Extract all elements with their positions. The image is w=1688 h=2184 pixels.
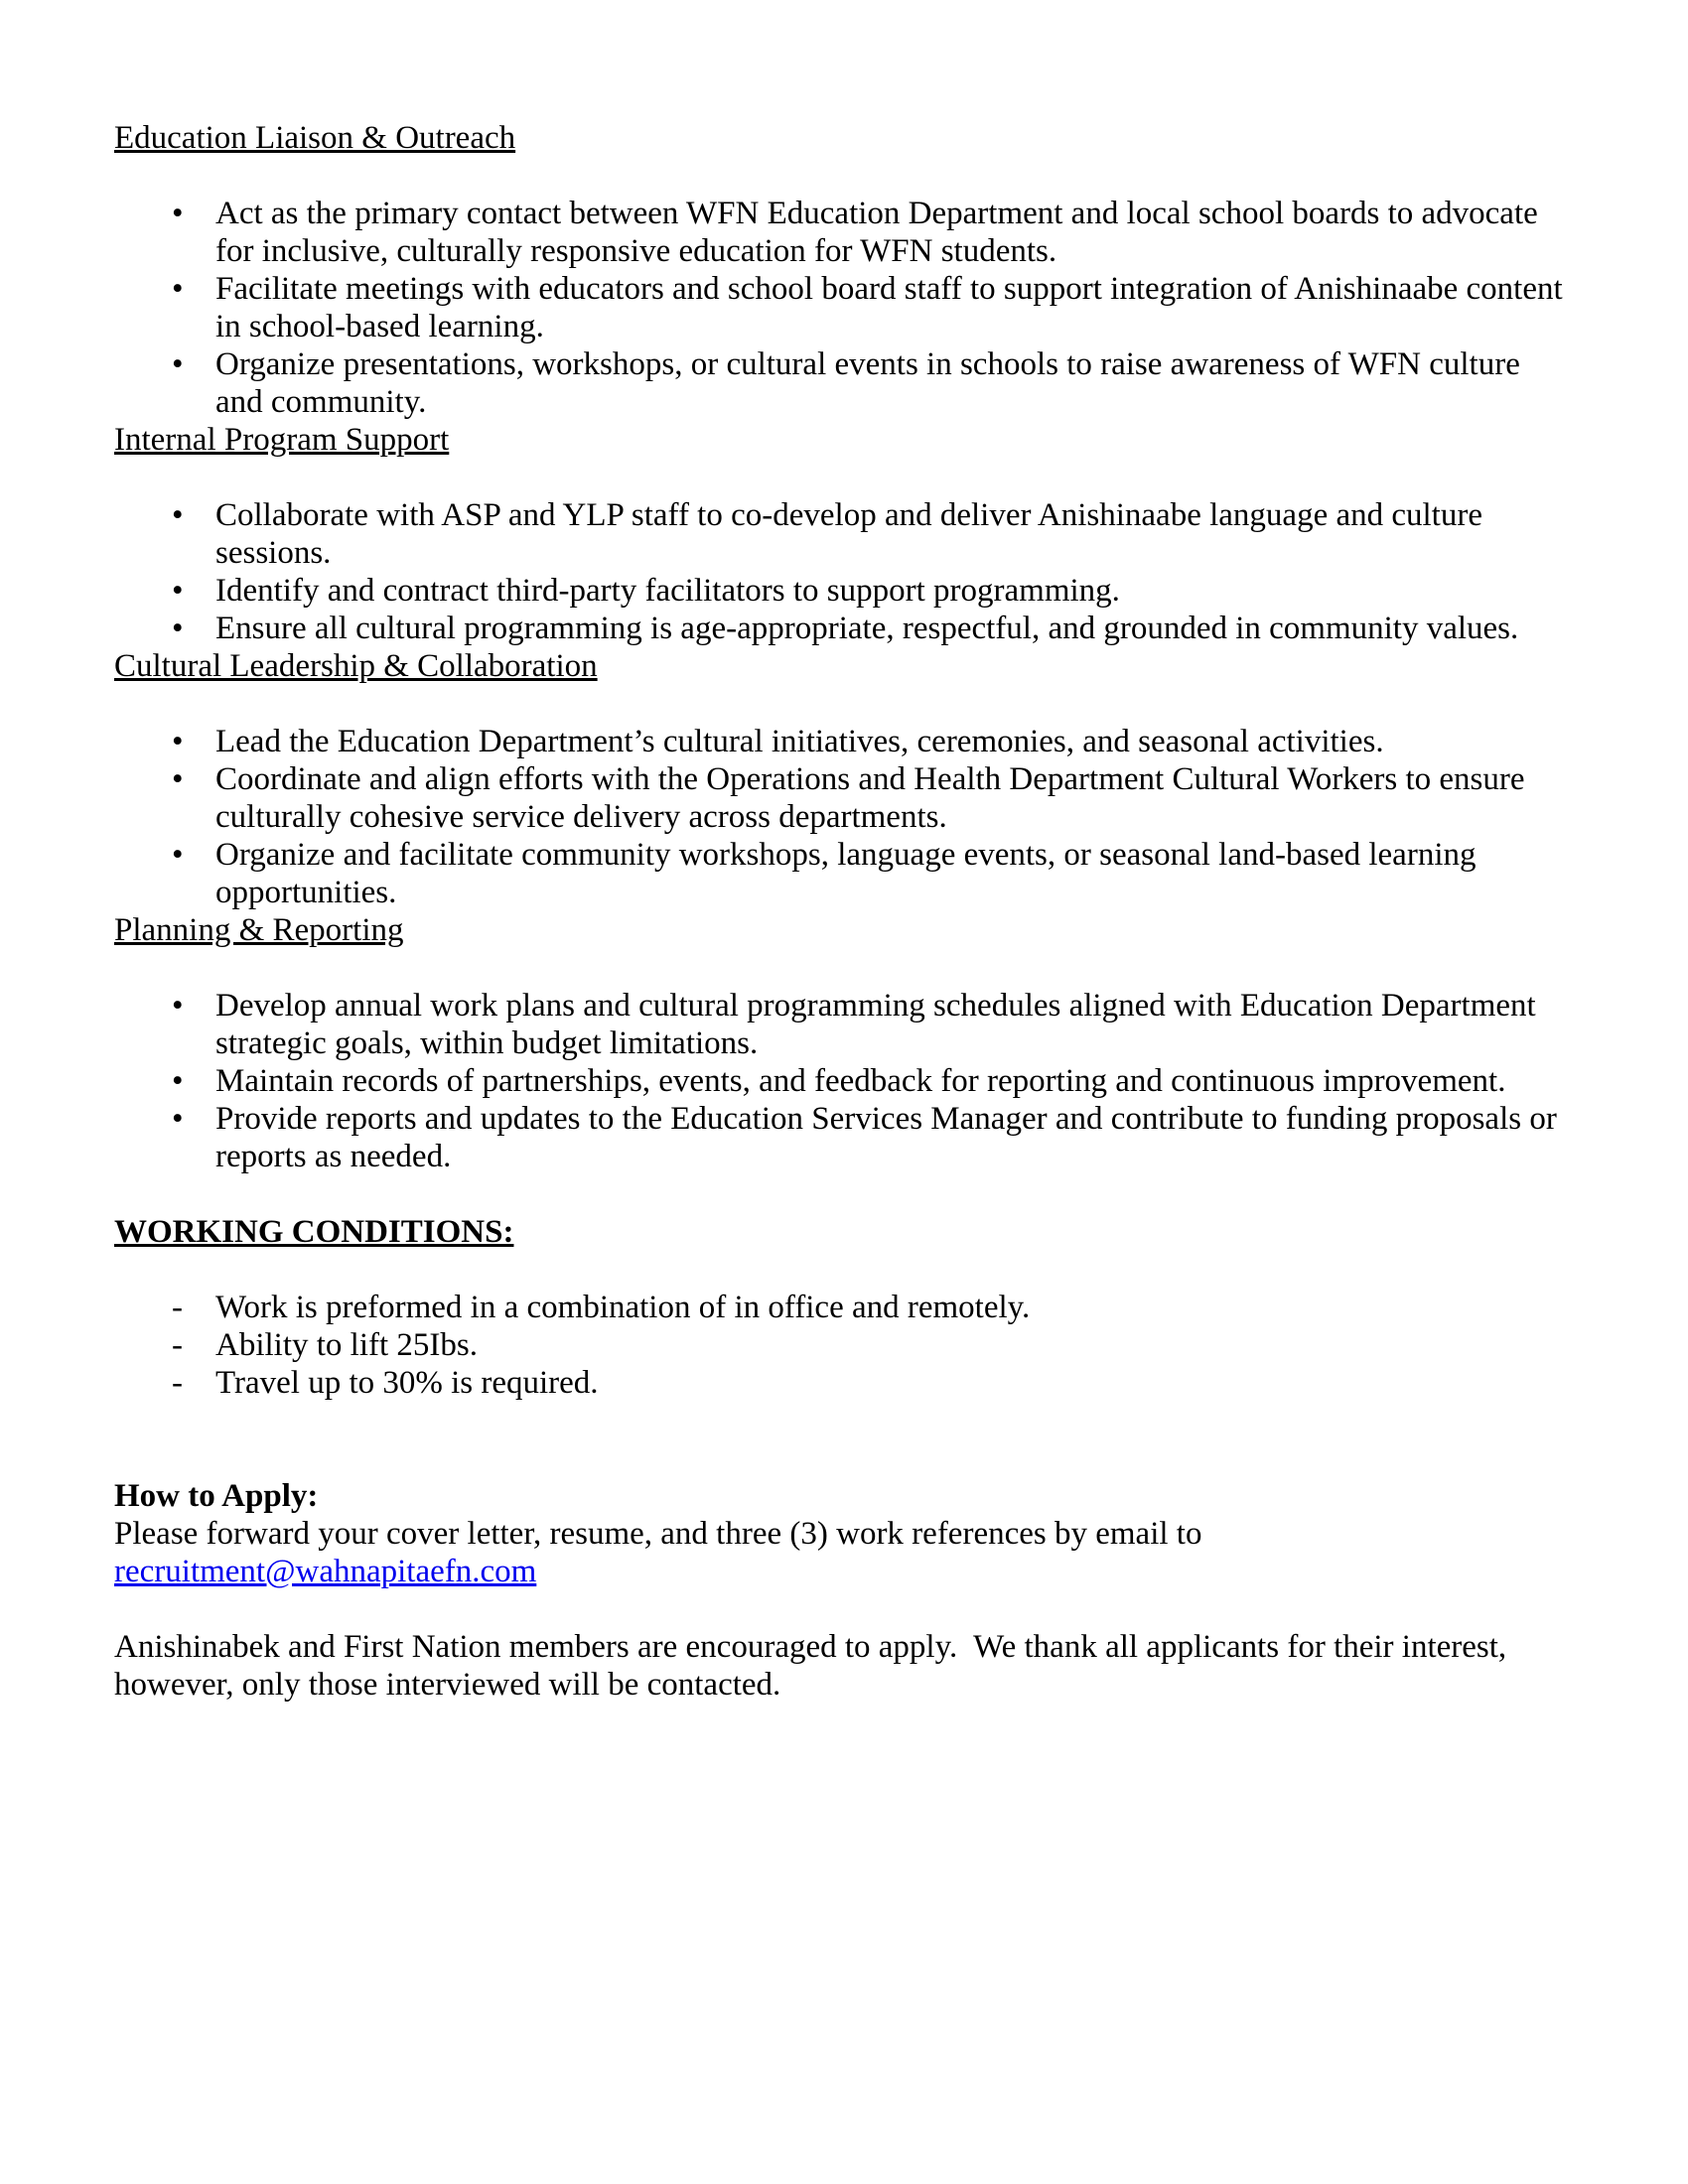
closing-note: Anishinabek and First Nation members are encouraged to apply. We thank all applicants for their interest, however, only those interviewed will be contacted. bbox=[114, 1629, 1515, 1703]
bullet-icon: • bbox=[172, 346, 184, 382]
list-item-text: Develop annual work plans and cultural programming schedules aligned with Education Department strategic goals, within budget limitations. bbox=[215, 988, 1536, 1061]
list-item-text: Ensure all cultural programming is age-appropriate, respectful, and grounded in community values. bbox=[215, 611, 1519, 646]
dash-icon: - bbox=[172, 1365, 183, 1401]
recruitment-email-link[interactable]: recruitment@wahnapitaefn.com bbox=[114, 1554, 537, 1589]
bullet-icon: • bbox=[172, 497, 184, 533]
list-item-text: Organize and facilitate community workshops, language events, or seasonal land-based learning opportunities. bbox=[215, 837, 1477, 910]
list-item bbox=[172, 836, 1569, 911]
list-item bbox=[172, 572, 1569, 610]
list-item bbox=[172, 760, 1569, 836]
list-item bbox=[172, 270, 1569, 345]
bullet-icon: • bbox=[172, 573, 184, 609]
bullet-icon: • bbox=[172, 1101, 184, 1137]
apply-instructions: Please forward your cover letter, resume, and three (3) work references by email to bbox=[114, 1516, 1202, 1552]
list-item-text: Lead the Education Department’s cultural initiatives, ceremonies, and seasonal activities. bbox=[215, 724, 1384, 759]
list-item-text: Organize presentations, workshops, or cultural events in schools to raise awareness of WFN culture and community. bbox=[215, 346, 1520, 420]
list-item-text: Facilitate meetings with educators and school board staff to support integration of Anishinaabe content in school-based learning. bbox=[215, 271, 1563, 344]
list-item-text: Provide reports and updates to the Education Services Manager and contribute to funding proposals or reports as needed. bbox=[215, 1101, 1557, 1174]
list-item-text: Collaborate with ASP and YLP staff to co-develop and deliver Anishinaabe language and culture sessions. bbox=[215, 497, 1482, 571]
bullet-icon: • bbox=[172, 761, 184, 797]
bullet-icon: • bbox=[172, 837, 184, 873]
list-item bbox=[172, 987, 1569, 1062]
list-item bbox=[172, 723, 1569, 760]
list-item-text: Act as the primary contact between WFN Education Department and local school boards to advocate for inclusive, culturally responsive education for WFN students. bbox=[215, 196, 1538, 269]
section-heading-working-conditions: WORKING CONDITIONS: bbox=[114, 1214, 514, 1250]
section-heading-education-liaison: Education Liaison & Outreach bbox=[114, 120, 516, 156]
list-item-text: Work is preformed in a combination of in office and remotely. bbox=[215, 1290, 1031, 1325]
list-item bbox=[172, 1326, 1569, 1364]
section-heading-internal-program-support: Internal Program Support bbox=[114, 422, 450, 458]
dash-icon: - bbox=[172, 1327, 183, 1363]
bullet-icon: • bbox=[172, 1063, 184, 1099]
list-item bbox=[172, 345, 1569, 421]
list-item bbox=[172, 1100, 1569, 1175]
bullet-icon: • bbox=[172, 271, 184, 307]
list-item bbox=[172, 610, 1569, 647]
bullet-icon: • bbox=[172, 196, 184, 231]
list-item-text: Identify and contract third-party facilitators to support programming. bbox=[215, 573, 1120, 609]
section-heading-cultural-leadership: Cultural Leadership & Collaboration bbox=[114, 648, 598, 684]
bullet-icon: • bbox=[172, 988, 184, 1024]
section-heading-planning-reporting: Planning & Reporting bbox=[114, 912, 404, 948]
list-item bbox=[172, 1364, 1569, 1402]
bullet-icon: • bbox=[172, 724, 184, 759]
list-item-text: Ability to lift 25Ibs. bbox=[215, 1327, 478, 1363]
list-item-text: Maintain records of partnerships, events, and feedback for reporting and continuous improvement. bbox=[215, 1063, 1506, 1099]
list-item-text: Travel up to 30% is required. bbox=[215, 1365, 599, 1401]
bullet-icon: • bbox=[172, 611, 184, 646]
list-item bbox=[172, 496, 1569, 572]
section-heading-how-to-apply: How to Apply: bbox=[114, 1478, 319, 1514]
list-item bbox=[172, 1289, 1569, 1326]
list-item-text: Coordinate and align efforts with the Operations and Health Department Cultural Workers to ensure culturally cohesive service delivery across departments. bbox=[215, 761, 1525, 835]
dash-icon: - bbox=[172, 1290, 183, 1325]
list-item bbox=[172, 195, 1569, 270]
list-item bbox=[172, 1062, 1569, 1100]
